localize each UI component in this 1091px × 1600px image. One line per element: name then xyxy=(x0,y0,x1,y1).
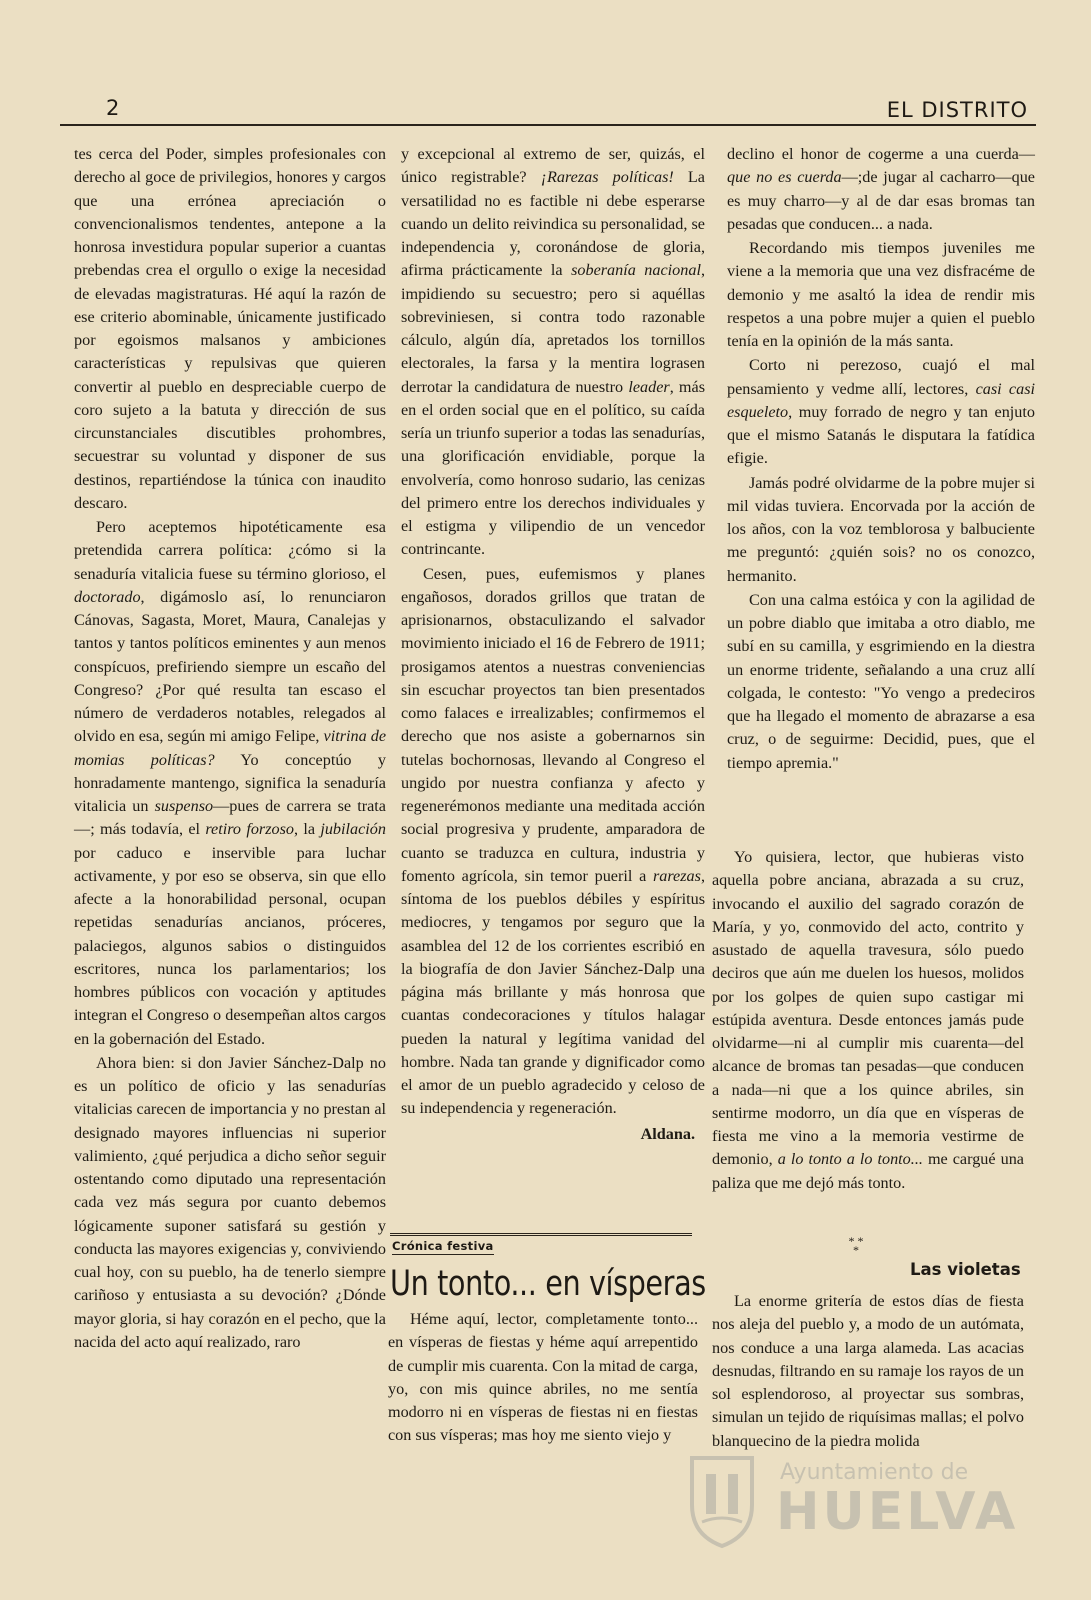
asterism: * * * xyxy=(848,1234,864,1257)
col3-paragraph-2: Recordando mis tiempos juveniles me viene a la memoria que una vez disfracéme de demonio y me asaltó la idea de rendir mis respetos a una pobre mujer a quien el pueblo tenía en la opinión de la más santa. xyxy=(727,239,1035,350)
column-3-lower xyxy=(712,846,1024,1195)
text-run: me cargué una paliza que me dejó más tonto. xyxy=(712,1150,1024,1192)
text-run: Pero aceptemos hipotéticamente esa pretendida carrera política: ¿cómo si la senaduría vitalicia fuese su término glorioso, el xyxy=(74,518,386,583)
text-run: , digámoslo así, lo renunciaron Cánovas, Sagasta, Moret, Maura, Canalejas y tantos y tantos políticos eminentes y aun menos conspícuos, prefiriendo siempre un escaño del Congreso? ¿Por qué resulta tan escaso el número de verdaderos notables, relegados al olvido en esa, según mi amigo Felipe, xyxy=(74,587,386,746)
section-label: Crónica festiva xyxy=(392,1239,494,1253)
col1-paragraph-3: Ahora bien: si don Javier Sánchez-Dalp no es un político de oficio y las senadurías vitalicias carecen de importancia y no prestan al designado mayores influencias ni superior valimiento, ¿qué perjudica a dicho señor seguir ostentando como diputado una representación cada vez más segura por cuanto debemos lógicamente suponer satisfará su gestión y conducta las mayores exigencias y, conviviendo cual hoy, con su pueblo, ha de tenerlo siempre cariñoso y entusiasta a su devoción? ¿Dónde mayor gloria, si hay corazón en el pecho, que la nacida del acto aquí realizado, raro xyxy=(74,1053,386,1351)
text-run: , muy forrado de negro y tan enjuto que el mismo Satanás le disputara la fatídica efigie. xyxy=(727,402,1035,468)
text-run: —pues de carrera se trata—; más todavía, el xyxy=(74,797,386,839)
text-run: La versatilidad no es factible ni debe esperarse cuando un delito reivindica su personalidad, se independencia y, coronándose de gloria, afirma prácticamente la xyxy=(401,168,705,280)
col1-paragraph-1: tes cerca del Poder, simples profesionales con derecho al goce de privilegios, honores y cargos que una errónea apreciación o convencionalismos tendentes, antepone a la honrosa investidura popular superior a cuantas prebendas crea el orgullo o exige la necesidad de elevadas magistraturas. Hé aquí la razón de ese criterio abominable, únicamente justificado por egoismos malsanos y ambiciones características y repulsivas que quieren convertir al pueblo en despreciable cuerpo de coro sujeto a la batuta y dirección de sus circunstanciales discutibles prohombres, secuestrar su voluntad y disponer de sus destinos, repartiéndose la túnica con inaudito descaro. xyxy=(74,145,386,512)
col3-paragraph-3 xyxy=(727,354,1035,470)
emphasis: soberanía nacional xyxy=(571,261,701,280)
publication-title: EL DISTRITO xyxy=(886,98,1028,122)
watermark-line-1: Ayuntamiento de xyxy=(780,1460,969,1485)
emphasis: suspenso xyxy=(154,797,214,815)
header-rule xyxy=(60,124,1036,126)
col3-paragraph-5: Con una calma estóica y con la agilidad de un pobre diablo que imitaba a otro diablo, me subí en su camilla, y esgrimiendo en la diestra un enorme tridente, señalando a una cruz allí colgada, le contesto: "Yo vengo a predeciros que ha llegado el momento de abrazarse a esa cruz, o de seguirme: Decidid, pues, que el tiempo apremia." xyxy=(727,590,1035,772)
section-divider xyxy=(390,1233,692,1238)
col2-paragraph-1 xyxy=(401,143,705,562)
author-signature: Aldana. xyxy=(640,1124,695,1143)
cronica-paragraph-1: Héme aquí, lector, completamente tonto... en vísperas de fiestas y héme aquí arrepentido de cumplir mis cuarenta. Con la mitad de carga, yo, con mis quince abriles, no me sentía modorro ni en vísperas de fiestas ni en fiestas con sus vísperas; mas hoy me siento viejo y xyxy=(388,1310,698,1445)
subheading-las-violetas: Las violetas xyxy=(910,1260,1021,1279)
emphasis: leader xyxy=(628,377,670,396)
text-run: Cesen, pues, eufemismos y planes engañosos, dorados grillos que tratan de aprisionarnos, obstaculizando el salvador movimiento iniciado el 16 de Febrero de 1911; prosigamos atentos a nuestras conveniencias sin escuchar proyectos tan bien presentados como falaces e irrealizables; confirmemos el derecho que nos asiste a gobernarnos sin tutelas bochornosas, llevando al Congreso el ungido por nuestra confianza y afecto y regenerémonos mediante una meditada acción social progresiva y prudente, amparadora de cuanto se traduzca en cultura, industria y fomento agrícola, sin temor pueril a xyxy=(401,564,705,885)
col3-paragraph-6 xyxy=(712,846,1024,1195)
emphasis: rarezas xyxy=(652,866,701,885)
emphasis: vitrina de momias políticas? xyxy=(74,727,387,769)
emphasis: doctorado xyxy=(74,587,141,606)
text-run: —;de jugar al cacharro—que es muy charro—y al de dar esas bromas tan pesadas que conducen... a nada. xyxy=(727,168,1035,233)
emphasis: que no es cuerda xyxy=(727,168,842,187)
page-number: 2 xyxy=(106,96,120,120)
text-run: , más en el orden social que en el político, su caída sería un triunfo superior a todas las senadurías, una glorificación envidiable, porque la envolvería, como honroso sudario, las cenizas del primero entre los derechos individuales y el estigma y vilipendio de un vencedor contrincante. xyxy=(401,377,706,559)
text-run: y excepcional al extremo de ser, quizás, el único registrable? xyxy=(401,145,705,187)
archive-watermark xyxy=(676,1440,1026,1590)
text-run: , síntoma de los pueblos débiles y espíritus mediocres, y tengamos por seguro que la asamblea del 12 de los corrientes escribió en la biografía de don Javier Sánchez-Dalp una página más brillante y más honrosa que cuantas condecoraciones y títulos halagar pueden la natural y legítima vanidad del hombre. Nada tan grande y dignificador como el amor de un pueblo agradecido y celoso de su independencia y regeneración. xyxy=(401,866,705,1118)
violetas-body xyxy=(712,1290,1024,1453)
article-title: Un tonto... en vísperas xyxy=(390,1264,706,1304)
emphasis: a lo tonto a lo tonto... xyxy=(777,1150,923,1169)
emphasis: retiro forzoso xyxy=(205,820,294,839)
text-run: declino el honor de cogerme a una cuerda— xyxy=(727,145,1035,163)
col3-paragraph-1 xyxy=(727,143,1035,236)
cronica-body xyxy=(388,1308,698,1448)
col2-paragraph-2 xyxy=(401,563,705,1121)
column-2 xyxy=(401,143,705,1146)
emphasis: casi casi esqueleto xyxy=(727,379,1035,421)
col3-paragraph-4: Jamás podré olvidarme de la pobre mujer si mil vidas tuviera. Encorvada por la acción de los años, con la voz temblorosa y balbuciente me preguntó: ¿quién sois? no os conozco, hermanito. xyxy=(727,473,1035,585)
emphasis: jubilación xyxy=(320,820,386,839)
col1-paragraph-2 xyxy=(74,516,386,1051)
col3-paragraph-7: La enorme gritería de estos días de fiesta nos aleja del pueblo y, a modo de un autómata, nos conduce a una larga alameda. Las acacias desnudas, filtrando en su ramaje los rayos de un sol esplendoroso, al proyectar sus sombras, simulan un tejido de riquísimas mallas; el polvo blanquecino de la piedra molida xyxy=(712,1292,1024,1450)
watermark-line-2: HUELVA xyxy=(776,1482,1019,1542)
text-run: Yo conceptúo y honradamente mantengo, significa la senaduría vitalicia un xyxy=(74,750,386,815)
text-run: por caduco e inservible para luchar activamente, y por eso se observa, sin que ello afecte a la honorabilidad personal, ocupan repetidas senadurías ancianos, próceres, palaciegos, algunos sabios o distinguidos escritores, nunca los parlamentarios; los hombres públicos con vocación y aptitudes integran el Congreso o desempeñan altos cargos en la gobernación del Estado. xyxy=(74,843,386,1048)
column-1 xyxy=(74,143,386,1354)
text-run: , impidiendo su secuestro; pero si aquéllas sobreviniesen, si contra todo razonable cálculo, algún día, apretados los tornillos electorales, la farsa y la mentira lograsen derrotar la candidatura de nuestro xyxy=(401,261,705,396)
column-3 xyxy=(727,143,1035,775)
text-run: , la xyxy=(294,820,321,839)
text-run: Corto ni perezoso, cuajó el mal pensamiento y vedme allí, lectores, xyxy=(727,356,1035,398)
emphasis: ¡Rarezas políticas! xyxy=(540,168,674,187)
text-run: Yo quisiera, lector, que hubieras visto aquella pobre anciana, abrazada a su cruz, invocando el auxilio del sagrado corazón de María, y yo, conmovido del acto, contrito y asustado de aquella travesura, sólo puedo deciros que aún me duelen los huesos, molidos por los golpes de quien supo castigar mi estúpida aventura. Desde entonces jamás pude olvidarme—ni al cumplir mis cuarenta—del alcance de bromas tan pesadas—que conducen a nada—ni que a los quince abriles, sin sentirme modorro, un día que en vísperas de fiesta me vino a la memoria vestirme de demonio, xyxy=(712,848,1024,1169)
coat-of-arms-icon xyxy=(682,1450,762,1550)
